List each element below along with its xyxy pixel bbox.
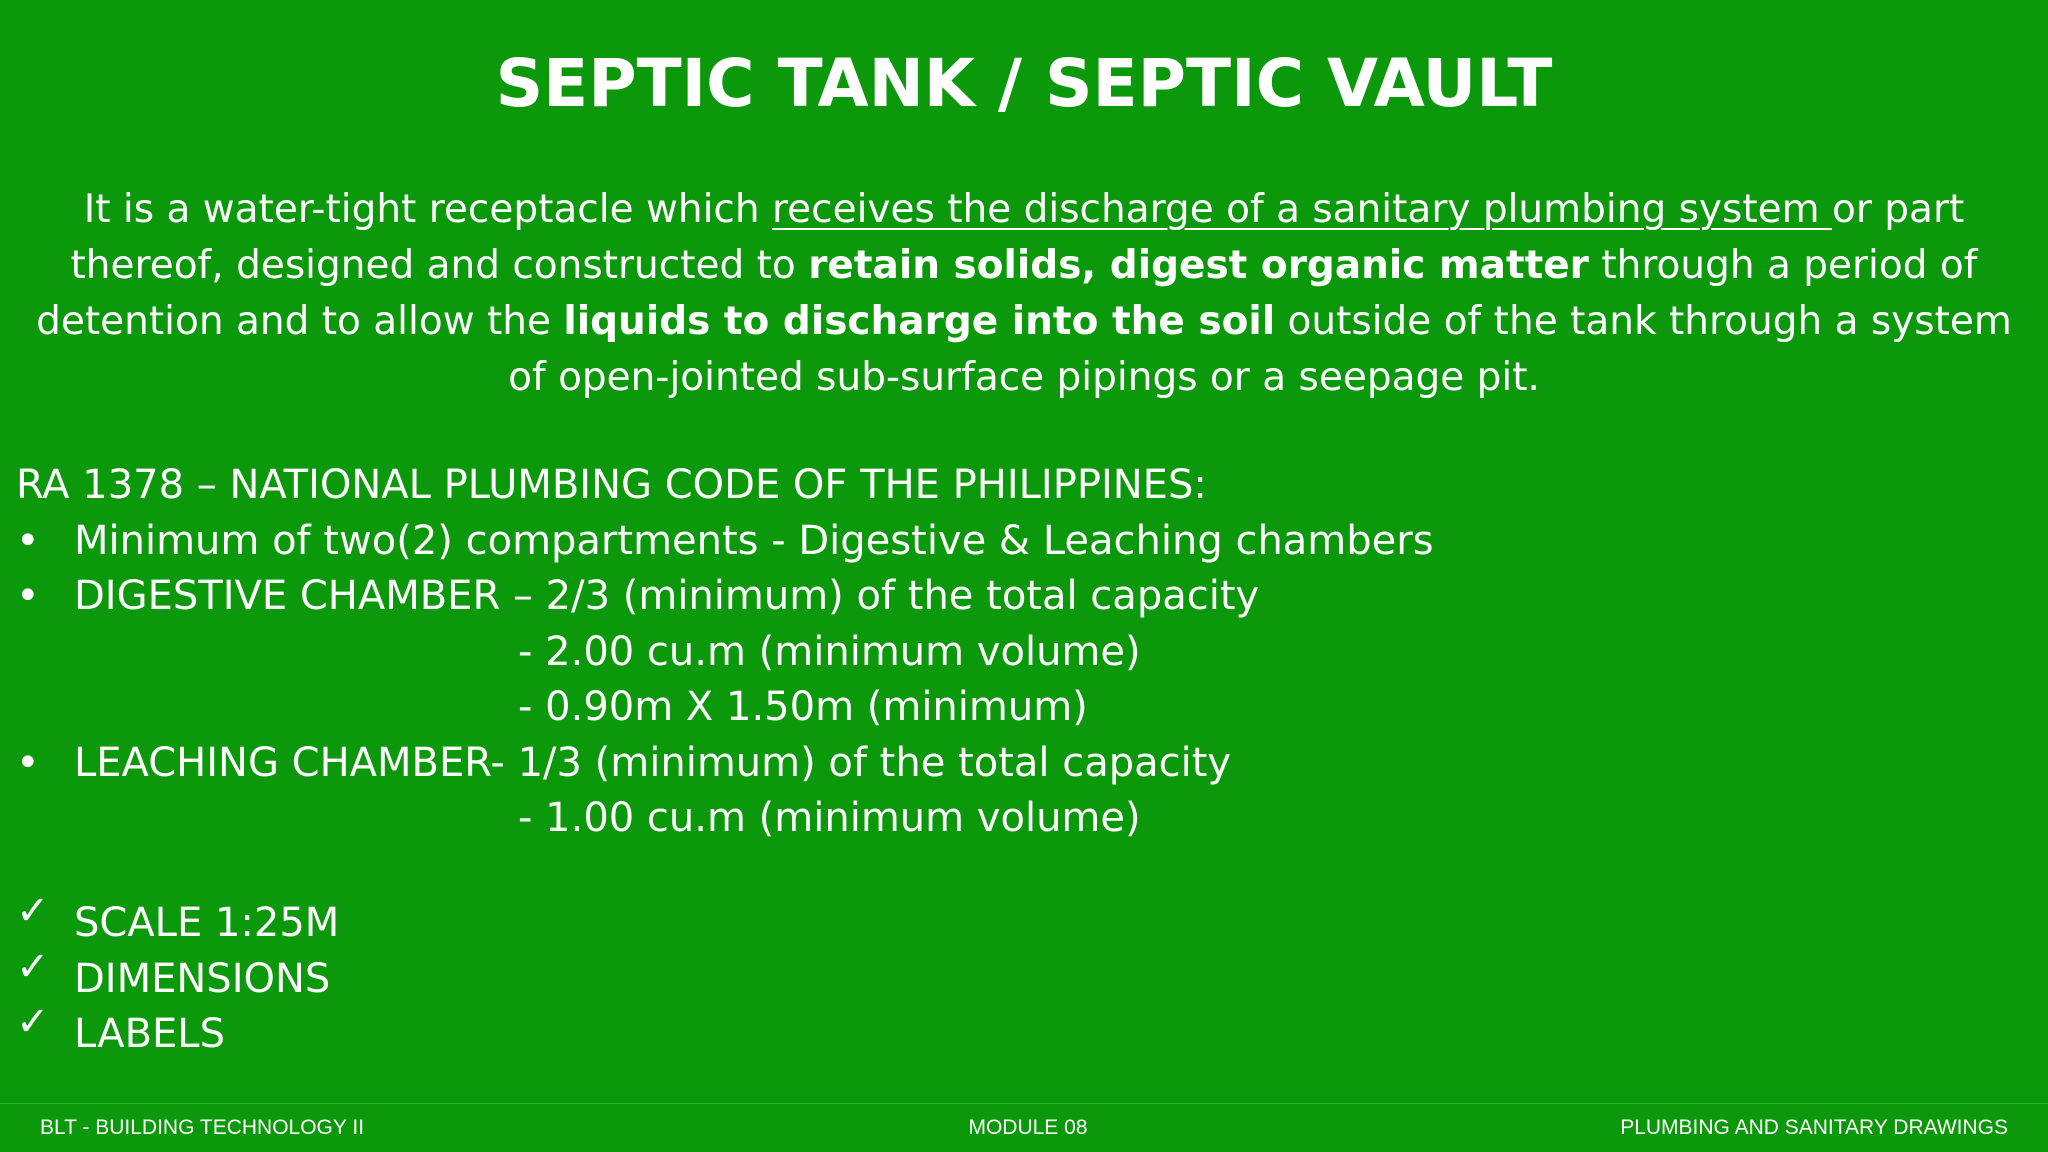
checkmark-icon: ✓ (16, 999, 50, 1045)
code-heading: RA 1378 – NATIONAL PLUMBING CODE OF THE PHILIPPINES: (16, 462, 1207, 508)
list-subitem-text: - 2.00 cu.m (minimum volume) (518, 628, 1141, 675)
definition-text-2: or part thereof, designed and constructed to (70, 187, 1965, 288)
code-heading-row (16, 458, 2016, 514)
checkmark-icon: ✓ (16, 943, 50, 990)
bullet-icon: • (16, 739, 40, 786)
slide-title: SEPTIC TANK / SEPTIC VAULT (495, 45, 1553, 122)
definition-underlined-phrase: receives the discharge of a sanitary plumbing system (771, 187, 1832, 232)
bullet-icon: • (16, 573, 40, 619)
definition-text-1: It is a water-tight receptacle which (83, 187, 772, 232)
list-subitem (16, 680, 2016, 736)
plumbing-code-section (16, 458, 2016, 847)
footer-topic: PLUMBING AND SANITARY DRAWINGS (1620, 1116, 2008, 1139)
footer-course: BLT - BUILDING TECHNOLOGY II (40, 1116, 365, 1139)
footer-divider (0, 1103, 2048, 1104)
checklist-item-text: LABELS (74, 1011, 225, 1057)
definition-bold-phrase-1: retain solids, digest organic matter (808, 243, 1589, 288)
list-item-text: Minimum of two(2) compartments - Digestive & Leaching chambers (74, 517, 1434, 564)
list-subitem-text: - 1.00 cu.m (minimum volume) (518, 795, 1141, 841)
definition-text-3: through a period of detention and to allow the (36, 243, 1978, 344)
list-subitem (16, 791, 2016, 847)
list-item-text: DIGESTIVE CHAMBER – 2/3 (minimum) of the total capacity (74, 573, 1260, 619)
list-subitem-text: - 0.90m X 1.50m (minimum) (518, 684, 1088, 730)
list-item (16, 569, 2016, 625)
definition-bold-phrase-2: liquids to discharge into the soil (563, 299, 1276, 344)
checklist-item-text: DIMENSIONS (74, 955, 331, 1002)
checklist-item-text: SCALE 1:25M (74, 900, 340, 946)
definition-text-4: outside of the tank through a system of open-jointed sub-surface pipings or a seepage pit. (508, 299, 2012, 400)
list-subitem (16, 625, 2016, 681)
footer-module: MODULE 08 (968, 1116, 1088, 1139)
bullet-icon: • (16, 517, 40, 564)
list-item (16, 514, 2016, 570)
checkmark-icon: ✓ (16, 888, 50, 934)
list-item (16, 736, 2016, 792)
list-item-text: LEACHING CHAMBER- 1/3 (minimum) of the total capacity (74, 739, 1232, 786)
definition-paragraph (30, 182, 2018, 406)
